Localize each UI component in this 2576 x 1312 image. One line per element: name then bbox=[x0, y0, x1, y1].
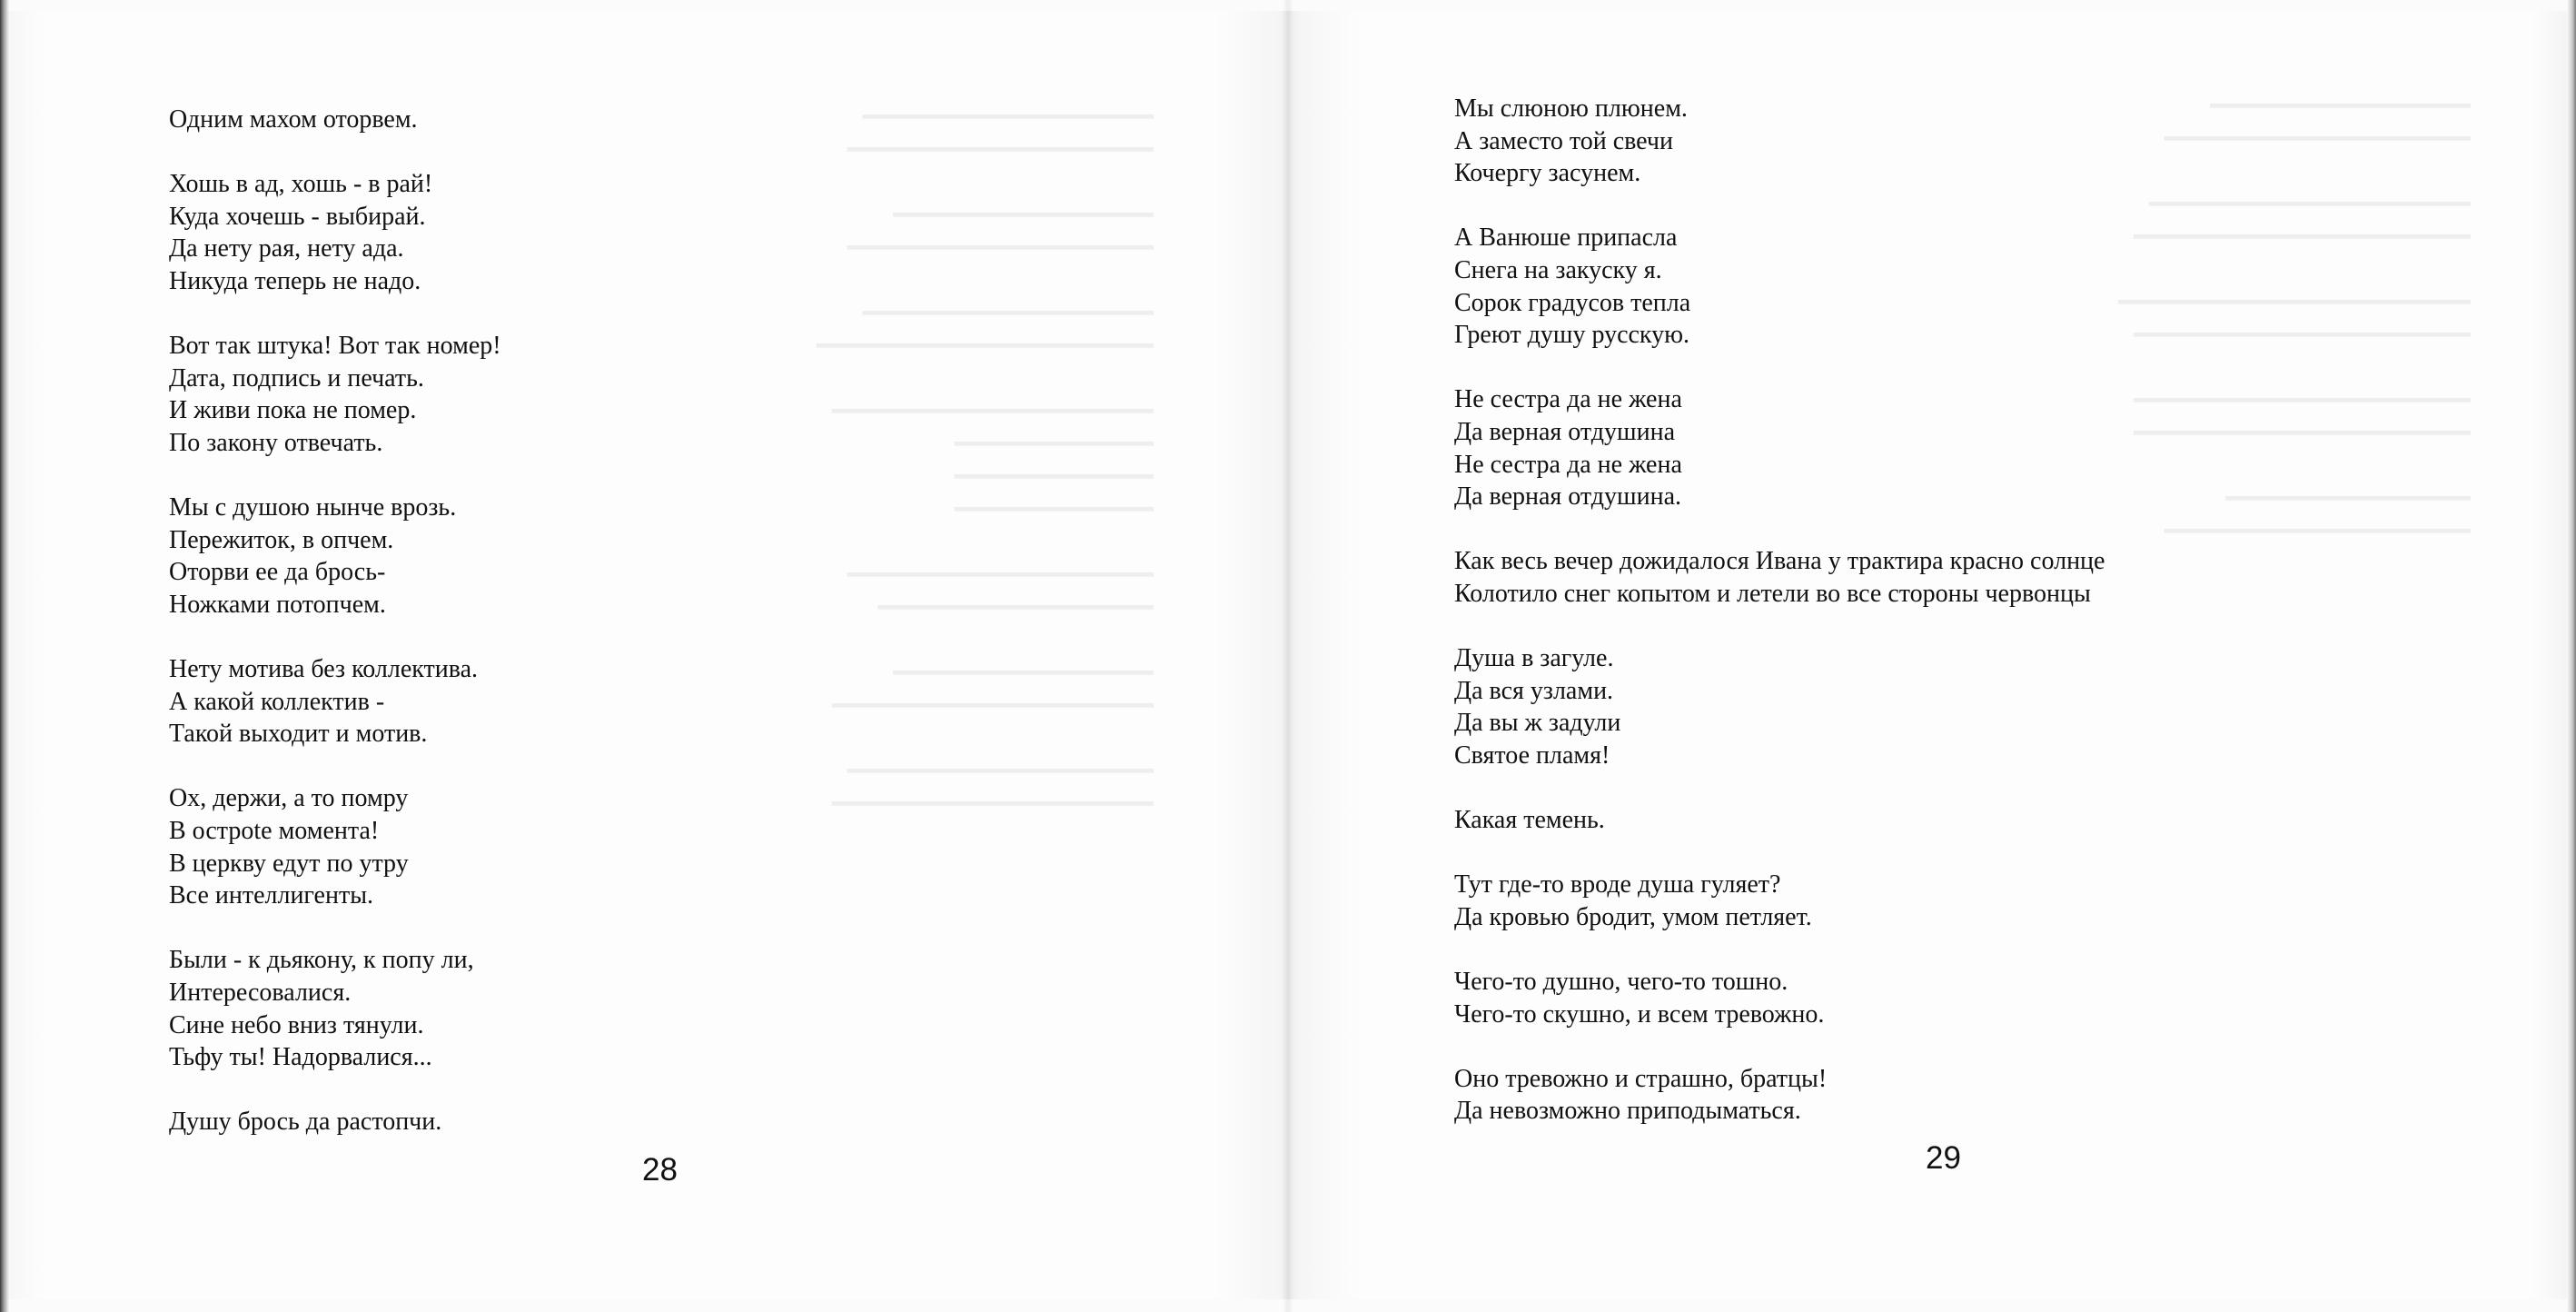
poem-line: Душа в загуле. bbox=[1454, 644, 1614, 673]
poem-line: Все интеллигенты. bbox=[169, 881, 374, 910]
poem-line: Да кровью бродит, умом петляет. bbox=[1454, 902, 1812, 931]
poem-line: Вот так штука! Вот так номер! bbox=[169, 332, 501, 361]
page-number-left: 28 bbox=[642, 1152, 678, 1188]
poem-line: Тут где-то вроде душа гуляет? bbox=[1454, 870, 1781, 900]
poem-line: Пережиток, в опчем. bbox=[169, 525, 394, 554]
poem-line: В церкву едут по утру bbox=[169, 849, 409, 878]
poem-line: Святое пламя! bbox=[1454, 740, 1610, 770]
stanza bbox=[169, 1106, 986, 1138]
stanza bbox=[169, 653, 986, 750]
poem-line: Какая темень. bbox=[1454, 806, 1605, 835]
right-page-poem bbox=[1454, 93, 2363, 1160]
scan-edge-left bbox=[0, 0, 9, 1312]
poem-line: Да вы ж задули bbox=[1454, 709, 1621, 738]
poem-line: Мы с душою нынче врозь. bbox=[169, 493, 457, 522]
poem-line: Никуда теперь не надо. bbox=[169, 266, 421, 295]
show-through-right: ━━━━━━━━━━━━━━━━━ ━━━━━━━━━━━━━━━━━━━━ ━━━━━━━━━━━━━━━━━━━━━ ━━━━━━━━━━━━━━━━━━━━━━ ━━━━━━━━━━━━━━━━━━━━━━━ ━━━━━━━━━━━━━━━━━━━━━━ ━━━━━━━━━━━━━━━━━━━━━━ ━━━━━━━━━━━━━━━━━━━━━━ ━━━━━━━━━━━━━━━━ ━━━━━━━━━━━━━━━━━━━━ bbox=[2118, 93, 2471, 546]
stanza bbox=[1454, 545, 2363, 610]
poem-line: Не сестра да не жена bbox=[1454, 385, 1682, 414]
poem-line: А какой коллектив - bbox=[169, 687, 385, 716]
stanza bbox=[169, 330, 986, 459]
poem-line: Кочергу засунем. bbox=[1454, 159, 1641, 188]
show-through-left: ━━━━━━━━━━━━━━━━━━━ ━━━━━━━━━━━━━━━━━━━━ ━━━━━━━━━━━━━━━━━ ━━━━━━━━━━━━━━━━━━━━ ━━━━━━━━━━━━━━━━━━━ ━━━━━━━━━━━━━━━━━━━━━━ ━━━━━━━━━━━━━━━━━━━━━ ━━━━━━━━━━━━━ ━━━━━━━━━━━━━ ━━━━━━━━━━━━━ ━━━━━━━━━━━━━━━━━━━━ ━━━━━━━━━━━━━━━━━━ ━━━━━━━━━━━━━━━━━ ━━━━━━━━━━━━━━━━━━━━━ ━━━━━━━━━━━━━━━━━━━━ ━━━━━━━━━━━━━━━━━━━━━ bbox=[817, 104, 1154, 819]
stanza bbox=[169, 168, 986, 297]
poem-line: Чего-то душно, чего-то тошно. bbox=[1454, 968, 1788, 997]
poem-line: Тьфу ты! Надорвалися... bbox=[169, 1043, 432, 1072]
poem-line: Чего-то скушно, и всем тревожно. bbox=[1454, 999, 1825, 1029]
stanza bbox=[1454, 804, 2363, 837]
left-page-poem bbox=[169, 104, 986, 1171]
poem-line: Сине небо вниз тянули. bbox=[169, 1010, 424, 1039]
poem-line: Снега на закуску я. bbox=[1454, 255, 1662, 284]
poem-line: Были - к дьякону, к попу ли, bbox=[169, 946, 474, 975]
poem-line: Да верная отдушина. bbox=[1454, 482, 1682, 512]
poem-line: Мы слюною плюнем. bbox=[1454, 94, 1688, 123]
stanza bbox=[169, 944, 986, 1073]
book-gutter bbox=[1283, 0, 1293, 1312]
poem-line: В острote момента! bbox=[169, 817, 380, 846]
poem-line: Интересовалися. bbox=[169, 979, 352, 1008]
poem-line: Ох, держи, а то помру bbox=[169, 784, 409, 813]
poem-line: По закону отвечать. bbox=[169, 428, 383, 457]
poem-line: Да вся узлами. bbox=[1454, 676, 1614, 705]
stanza bbox=[169, 782, 986, 911]
poem-line: Нету мотива без коллектива. bbox=[169, 655, 478, 684]
stanza bbox=[1454, 642, 2363, 771]
poem-line: А Ванюше припасла bbox=[1454, 224, 1678, 253]
poem-line: Дата, подпись и печать. bbox=[169, 363, 424, 393]
stanza bbox=[1454, 93, 2363, 190]
poem-line: Сорок градусов тепла bbox=[1454, 288, 1691, 317]
stanza bbox=[169, 104, 986, 136]
poem-line: Греют душу русскую. bbox=[1454, 321, 1690, 350]
poem-line: Как весь вечер дожидалося Ивана у трактира красно солнце bbox=[1454, 547, 2105, 576]
poem-line: Не сестра да не жена bbox=[1454, 450, 1682, 479]
poem-line: Одним махом оторвем. bbox=[169, 105, 418, 134]
stanza bbox=[1454, 1063, 2363, 1128]
stanza bbox=[1454, 966, 2363, 1030]
poem-line: Ножками потопчем. bbox=[169, 590, 386, 619]
poem-line: Хошь в ад, хошь - в рай! bbox=[169, 170, 433, 199]
poem-line: Такой выходит и мотив. bbox=[169, 720, 428, 749]
poem-line: Оно тревожно и страшно, братцы! bbox=[1454, 1064, 1828, 1093]
poem-line: Да верная отдушина bbox=[1454, 417, 1676, 446]
stanza bbox=[1454, 383, 2363, 512]
stanza bbox=[1454, 222, 2363, 351]
poem-line: Колотило снег копытом и летели во все стороны червонцы bbox=[1454, 579, 2091, 608]
poem-line: Да нету рая, нету ада. bbox=[169, 234, 404, 263]
poem-line: А заместо той свечи bbox=[1454, 126, 1673, 155]
stanza bbox=[1454, 869, 2363, 933]
stanza bbox=[169, 492, 986, 621]
poem-line: Да невозможно приподыматься. bbox=[1454, 1097, 1801, 1126]
poem-line: Куда хочешь - выбирай. bbox=[169, 202, 426, 231]
scan-edge-right bbox=[2567, 0, 2576, 1312]
page-number-right: 29 bbox=[1926, 1140, 1961, 1176]
poem-line: И живи пока не помер. bbox=[169, 396, 417, 425]
poem-line: Душу брось да растопчи. bbox=[169, 1108, 442, 1137]
poem-line: Оторви ее да брось- bbox=[169, 558, 386, 587]
